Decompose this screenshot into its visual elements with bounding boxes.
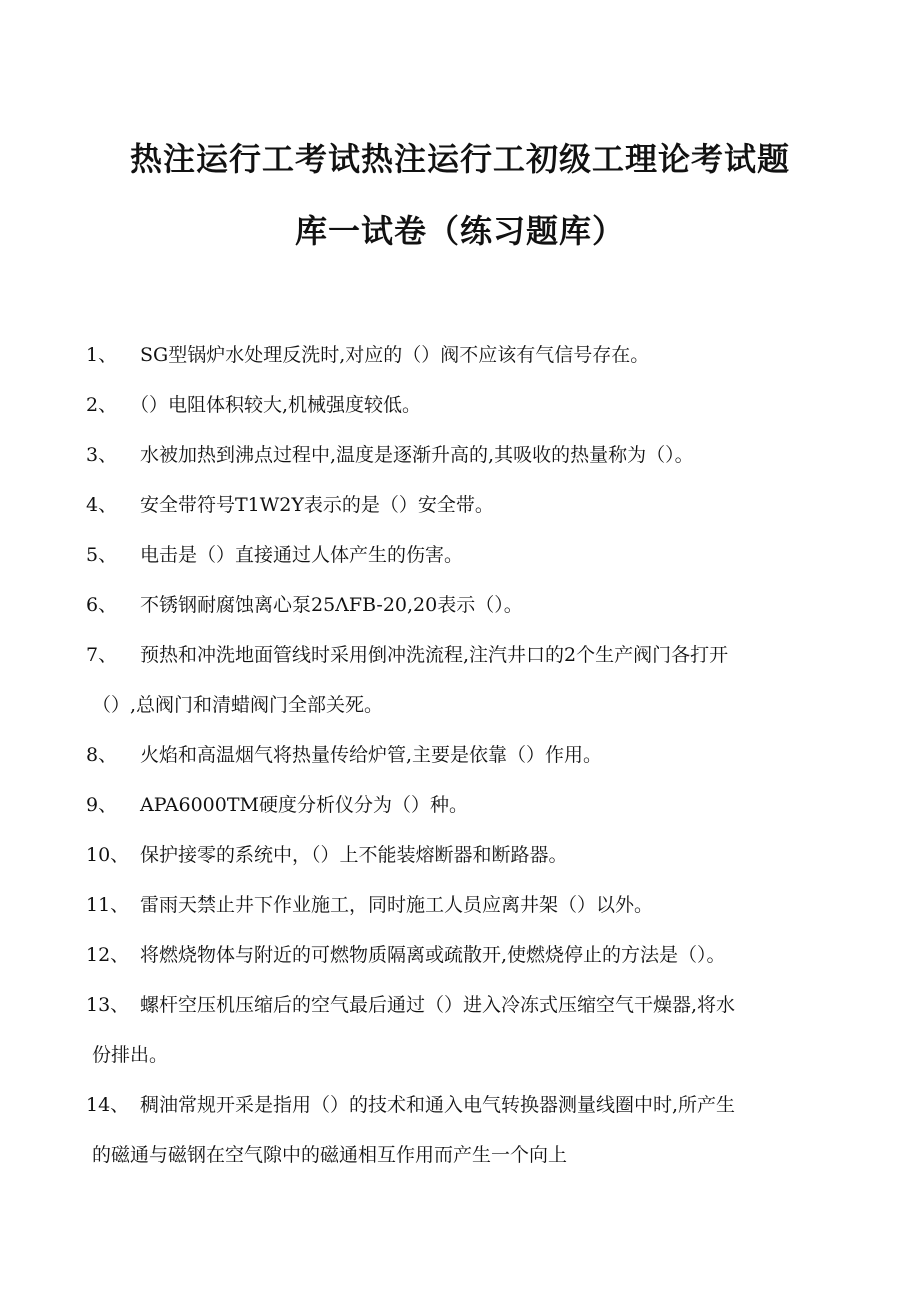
question-text: SG型锅炉水处理反洗时,对应的（）阀不应该有气信号存在。 bbox=[140, 344, 650, 366]
question-number: 14、 bbox=[86, 1094, 130, 1116]
question-text: （）电阻体积较大,机械强度较低。 bbox=[130, 394, 422, 416]
question-number: 10、 bbox=[86, 844, 130, 866]
question-number: 2、 bbox=[86, 394, 118, 416]
question-number: 5、 bbox=[86, 544, 118, 566]
question-text: 保护接零的系统中，（）上不能装熔断器和断路器。 bbox=[140, 844, 568, 866]
question-text-continued: 份排出。 bbox=[92, 1044, 169, 1066]
question-number: 11、 bbox=[86, 894, 130, 916]
question-item bbox=[86, 1080, 836, 1180]
question-text: 火焰和高温烟气将热量传给炉管,主要是依靠（）作用。 bbox=[140, 744, 603, 766]
question-text: 雷雨天禁止井下作业施工，同时施工人员应离井架（）以外。 bbox=[140, 894, 654, 916]
question-item bbox=[86, 330, 836, 380]
question-text: 安全带符号T1W2Y表示的是（）安全带。 bbox=[140, 494, 494, 516]
question-item bbox=[86, 480, 836, 530]
question-text: APA6000TM硬度分析仪分为（）种。 bbox=[140, 794, 468, 816]
question-item bbox=[86, 430, 836, 480]
question-item bbox=[86, 880, 836, 930]
question-text: 不锈钢耐腐蚀离心泵25ΛFB-20,20表示（）。 bbox=[140, 594, 523, 616]
question-number: 4、 bbox=[86, 494, 118, 516]
question-text: 稠油常规开采是指用（）的技术和通入电气转换器测量线圈中时,所产生 bbox=[140, 1094, 736, 1116]
question-number: 9、 bbox=[86, 794, 118, 816]
question-item bbox=[86, 580, 836, 630]
question-number: 13、 bbox=[86, 994, 130, 1016]
question-number: 6、 bbox=[86, 594, 118, 616]
question-text: 将燃烧物体与附近的可燃物质隔离或疏散开,使燃烧停止的方法是（）。 bbox=[140, 944, 726, 966]
question-text: 电击是（）直接通过人体产生的伤害。 bbox=[140, 544, 464, 566]
question-item bbox=[86, 730, 836, 780]
question-item bbox=[86, 530, 836, 580]
question-text-continued: 的磁通与磁钢在空气隙中的磁通相互作用而产生一个向上 bbox=[92, 1144, 568, 1166]
page-title-line-1: 热注运行工考试热注运行工初级工理论考试题 bbox=[129, 140, 790, 178]
question-number: 8、 bbox=[86, 744, 118, 766]
question-number: 3、 bbox=[86, 444, 118, 466]
question-text: 螺杆空压机压缩后的空气最后通过（）进入冷冻式压缩空气干燥器,将水 bbox=[140, 994, 736, 1016]
question-item bbox=[86, 780, 836, 830]
question-text: 预热和冲洗地面管线时采用倒冲洗流程,注汽井口的2个生产阀门各打开 bbox=[140, 644, 729, 666]
question-item bbox=[86, 830, 836, 880]
question-number: 7、 bbox=[86, 644, 118, 666]
question-text: 水被加热到沸点过程中,温度是逐渐升高的,其吸收的热量称为（）。 bbox=[140, 444, 694, 466]
question-number: 1、 bbox=[86, 344, 118, 366]
question-text-continued: （）,总阀门和清蜡阀门全部关死。 bbox=[92, 694, 384, 716]
question-item bbox=[86, 980, 836, 1080]
question-item bbox=[86, 930, 836, 980]
page-title-line-2: 库一试卷（练习题库） bbox=[294, 212, 625, 250]
question-item bbox=[86, 630, 836, 730]
question-number: 12、 bbox=[86, 944, 130, 966]
question-item bbox=[86, 380, 836, 430]
